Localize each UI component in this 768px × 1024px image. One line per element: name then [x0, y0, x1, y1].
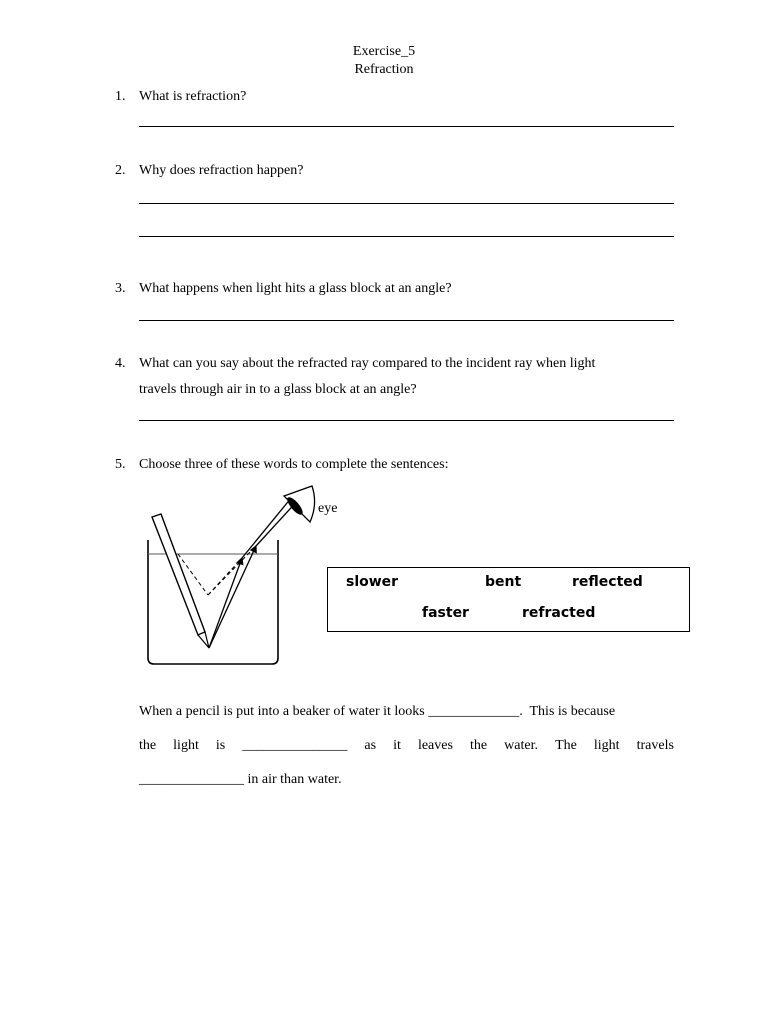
question-number: 4. [115, 356, 126, 371]
sentence-line-3 [139, 771, 674, 789]
light-ray [209, 546, 256, 648]
sentence-line-1 [139, 703, 674, 721]
question-text-line2: travels through air in to a glass block at an angle? [139, 382, 417, 397]
refraction-diagram [138, 482, 348, 668]
sentence-word: light [173, 738, 199, 753]
question-text: What can you say about the refracted ray compared to the incident ray when light [139, 356, 596, 371]
page-subtitle: Refraction [354, 62, 414, 77]
eye-icon [284, 486, 315, 522]
question-text: Choose three of these words to complete the sentences: [139, 457, 449, 472]
page-title: Exercise_5 [352, 44, 416, 59]
question-text: What is refraction? [139, 89, 247, 104]
question-text: What happens when light hits a glass block at an angle? [139, 281, 452, 296]
sentence-line-2 [139, 737, 674, 755]
light-ray [209, 558, 242, 648]
sentence-word: the [470, 738, 488, 753]
word-bank-item: slower [346, 574, 399, 590]
eye-label: eye [318, 501, 338, 516]
sentence-word: light [593, 738, 620, 753]
sentence-word: water. [504, 738, 538, 753]
sentence-word: travels [636, 738, 674, 753]
answer-line[interactable] [139, 203, 674, 204]
answer-blank[interactable]: _______________ [139, 772, 244, 787]
pencil-icon [152, 514, 209, 648]
sentence-text: in air than water. [247, 772, 342, 787]
word-bank-item: faster [422, 605, 469, 621]
sentence-word: it [393, 738, 401, 753]
answer-line[interactable] [139, 126, 674, 127]
sentence-word: the [139, 738, 157, 753]
answer-line[interactable] [139, 236, 674, 237]
sentence-word: leaves [417, 738, 453, 753]
sentence-word: is [215, 738, 226, 753]
question-number: 1. [115, 89, 126, 104]
answer-line[interactable] [139, 420, 674, 421]
word-bank-item: refracted [522, 605, 596, 621]
answer-blank[interactable]: _______________ [242, 738, 348, 753]
question-text: Why does refraction happen? [139, 163, 304, 178]
answer-line[interactable] [139, 320, 674, 321]
question-number: 2. [115, 163, 126, 178]
sentence-word: The [555, 738, 577, 753]
question-number: 5. [115, 457, 126, 472]
sentence-word: as [364, 738, 377, 753]
word-bank-item: bent [485, 574, 522, 590]
sentence-text: When a pencil is put into a beaker of water it looks [139, 704, 425, 719]
word-bank [327, 567, 690, 632]
sentence-text: This is because [529, 704, 616, 719]
word-bank-item: reflected [572, 574, 643, 590]
question-number: 3. [115, 281, 126, 296]
answer-blank[interactable]: _____________. [428, 704, 523, 719]
